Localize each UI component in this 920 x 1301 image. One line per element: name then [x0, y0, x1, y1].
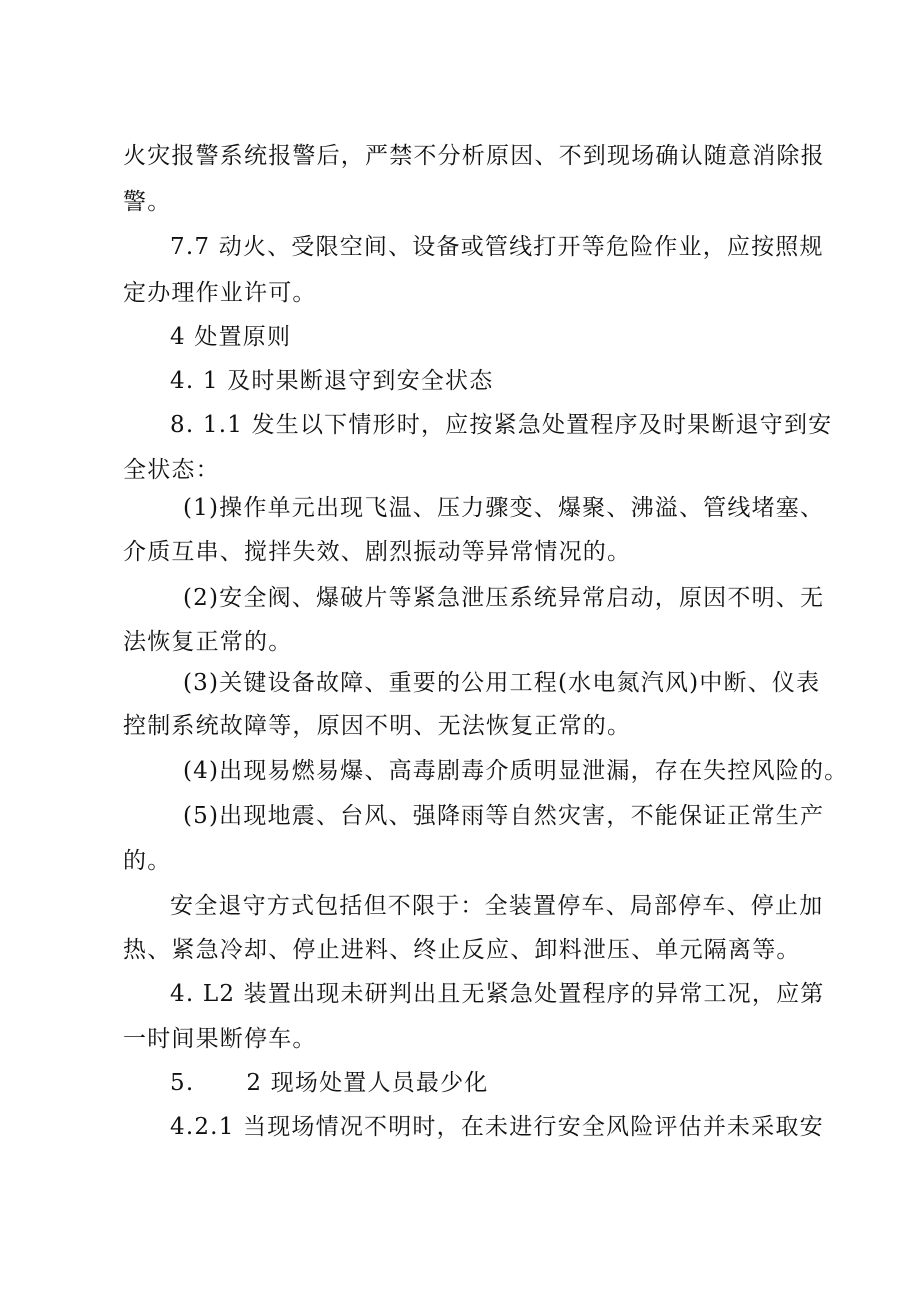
list-item: (1)操作单元出现飞温、压力骤变、爆聚、沸溢、管线堵塞、	[183, 495, 825, 521]
text-line: 定办理作业许可。	[123, 280, 317, 306]
text-line: 安全退守方式包括但不限于：全装置停车、局部停车、停止加	[170, 893, 824, 919]
subsection-heading	[170, 1068, 489, 1098]
text-line: 的。	[123, 848, 172, 874]
text-line: 4. L2 装置出现未研判出且无紧急处置程序的异常工况，应第	[170, 981, 825, 1007]
text-line: 法恢复正常的。	[123, 629, 293, 655]
text-line: 热、紧急冷却、停止进料、终止反应、卸料泄压、单元隔离等。	[123, 937, 801, 963]
text-line: 7.7 动火、受限空间、设备或管线打开等危险作业，应按照规	[170, 234, 824, 260]
text-line: 警。	[123, 189, 172, 215]
list-item: (4)出现易燃易爆、高毒剧毒介质明显泄漏，存在失控风险的。	[183, 758, 849, 784]
heading-text: 2 现场处置人员最少化	[246, 1070, 489, 1096]
list-item: (2)安全阀、爆破片等紧急泄压系统异常启动，原因不明、无	[183, 585, 825, 611]
subsection-heading: 4. 1 及时果断退守到安全状态	[170, 368, 494, 394]
text-line: 8. 1.1 发生以下情形时，应按紧急处置程序及时果断退守到安	[170, 412, 833, 438]
section-heading: 4 处置原则	[170, 324, 292, 350]
text-line: 4.2.1 当现场情况不明时，在未进行安全风险评估并未采取安	[170, 1114, 824, 1140]
heading-number: 5.	[170, 1070, 195, 1096]
text-line: 一时间果断停车。	[123, 1026, 317, 1052]
list-item: (5)出现地震、台风、强降雨等自然灾害，不能保证正常生产	[183, 803, 825, 829]
list-item: (3)关键设备故障、重要的公用工程(水电氮汽风)中断、仪表	[183, 670, 821, 696]
text-line: 火灾报警系统报警后，严禁不分析原因、不到现场确认随意消除报	[123, 143, 825, 169]
text-line: 全状态：	[123, 457, 220, 483]
text-line: 控制系统故障等，原因不明、无法恢复正常的。	[123, 713, 632, 739]
text-line: 介质互串、搅拌失效、剧烈振动等异常情况的。	[123, 539, 632, 565]
